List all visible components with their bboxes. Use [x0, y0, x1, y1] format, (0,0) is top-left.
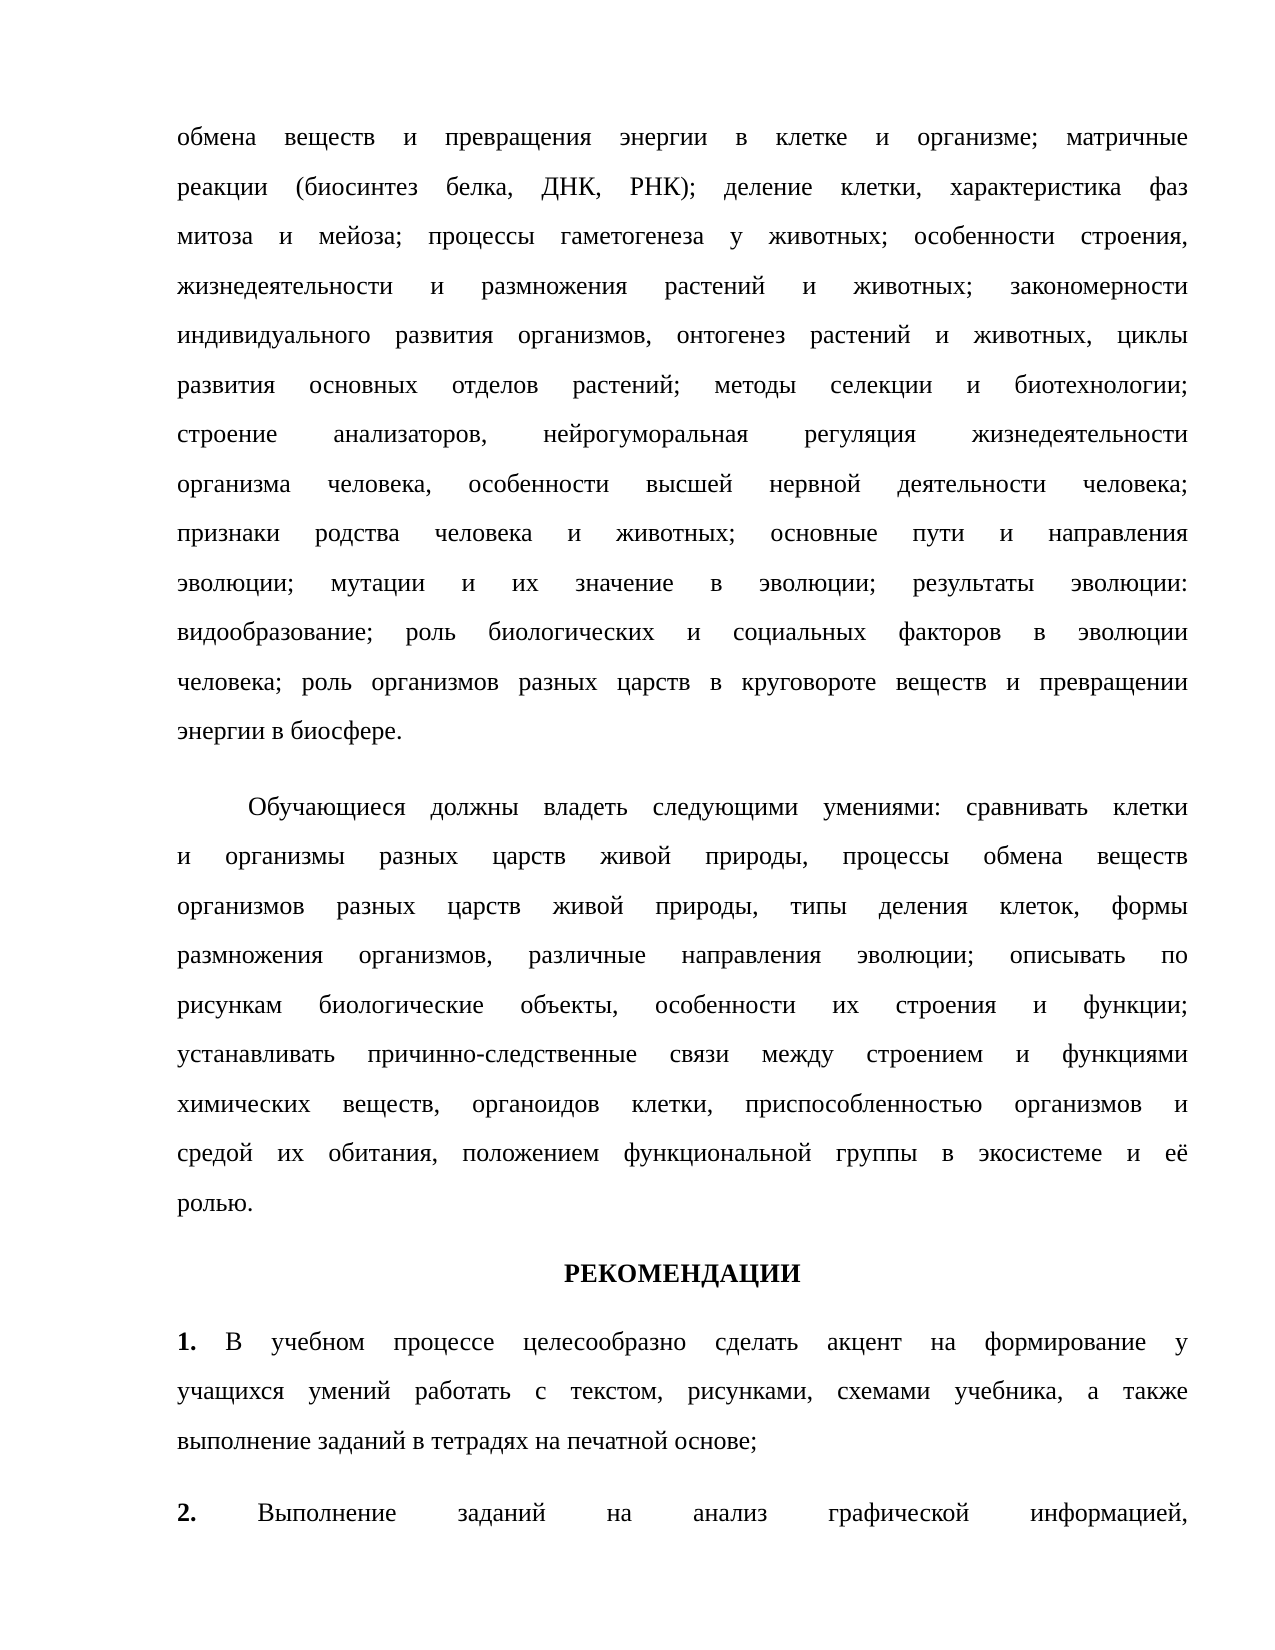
text-line: эволюции; мутации и их значение в эволюции; результаты эволюции: — [177, 567, 1188, 597]
text-line: митоза и мейоза; процессы гаметогенеза у животных; особенности строения, — [177, 221, 1188, 250]
text-line: устанавливать причинно-следственные связи между строением и функциями — [177, 1039, 1188, 1068]
text-line: химических веществ, органоидов клетки, приспособленностью организмов и — [177, 1088, 1188, 1118]
text-line: Обучающиеся должны владеть следующими умениями: сравнивать клетки — [248, 791, 1188, 821]
text-line: человека; роль организмов разных царств в круговороте веществ и превращении — [177, 666, 1188, 696]
text-line: строение анализаторов, нейрогуморальная регуляция жизнедеятельности — [177, 419, 1188, 448]
document-body — [177, 112, 1188, 1538]
recommendation-item-1 — [177, 1317, 1188, 1466]
list-item-number: 2. — [177, 1498, 197, 1527]
paragraph-biology-content — [177, 112, 1188, 756]
text-line: учащихся умений работать с текстом, рисунками, схемами учебника, а также — [177, 1376, 1188, 1405]
text-line: 1. В учебном процессе целесообразно сделать акцент на формирование у — [177, 1326, 1188, 1356]
text-line: видообразование; роль биологических и социальных факторов в эволюции — [177, 617, 1188, 646]
text-line: выполнение заданий в тетрадях на печатной основе; — [177, 1425, 758, 1455]
text-line: средой их обитания, положением функциональной группы в экосистеме и её — [177, 1138, 1188, 1167]
paragraph-required-skills — [177, 782, 1188, 1228]
text-line: ролью. — [177, 1187, 254, 1217]
list-item-number: 1. — [177, 1326, 197, 1356]
text-line: энергии в биосфере. — [177, 716, 403, 745]
text-line: 2. Выполнение заданий на анализ графической информацией, — [177, 1498, 1188, 1527]
text-line: рисункам биологические объекты, особенности их строения и функции; — [177, 989, 1188, 1019]
recommendations-heading: РЕКОМЕНДАЦИИ — [563, 1259, 802, 1288]
text-line: жизнедеятельности и размножения растений и животных; закономерности — [177, 270, 1188, 300]
text-line: признаки родства человека и животных; основные пути и направления — [177, 518, 1188, 547]
text-line: организма человека, особенности высшей нервной деятельности человека; — [177, 468, 1188, 498]
text-line: организмов разных царств живой природы, типы деления клеток, формы — [177, 890, 1188, 920]
text-line: развития основных отделов растений; методы селекции и биотехнологии; — [177, 369, 1188, 399]
text-line: обмена веществ и превращения энергии в клетке и организме; матричные — [177, 122, 1188, 151]
text-line: реакции (биосинтез белка, ДНК, РНК); деление клетки, характеристика фаз — [177, 171, 1188, 201]
recommendation-item-2 — [177, 1488, 1188, 1538]
text-line: и организмы разных царств живой природы, процессы обмена веществ — [177, 841, 1188, 870]
text-line: индивидуального развития организмов, онтогенез растений и животных, циклы — [177, 320, 1188, 349]
text-line: размножения организмов, различные направления эволюции; описывать по — [177, 940, 1188, 969]
